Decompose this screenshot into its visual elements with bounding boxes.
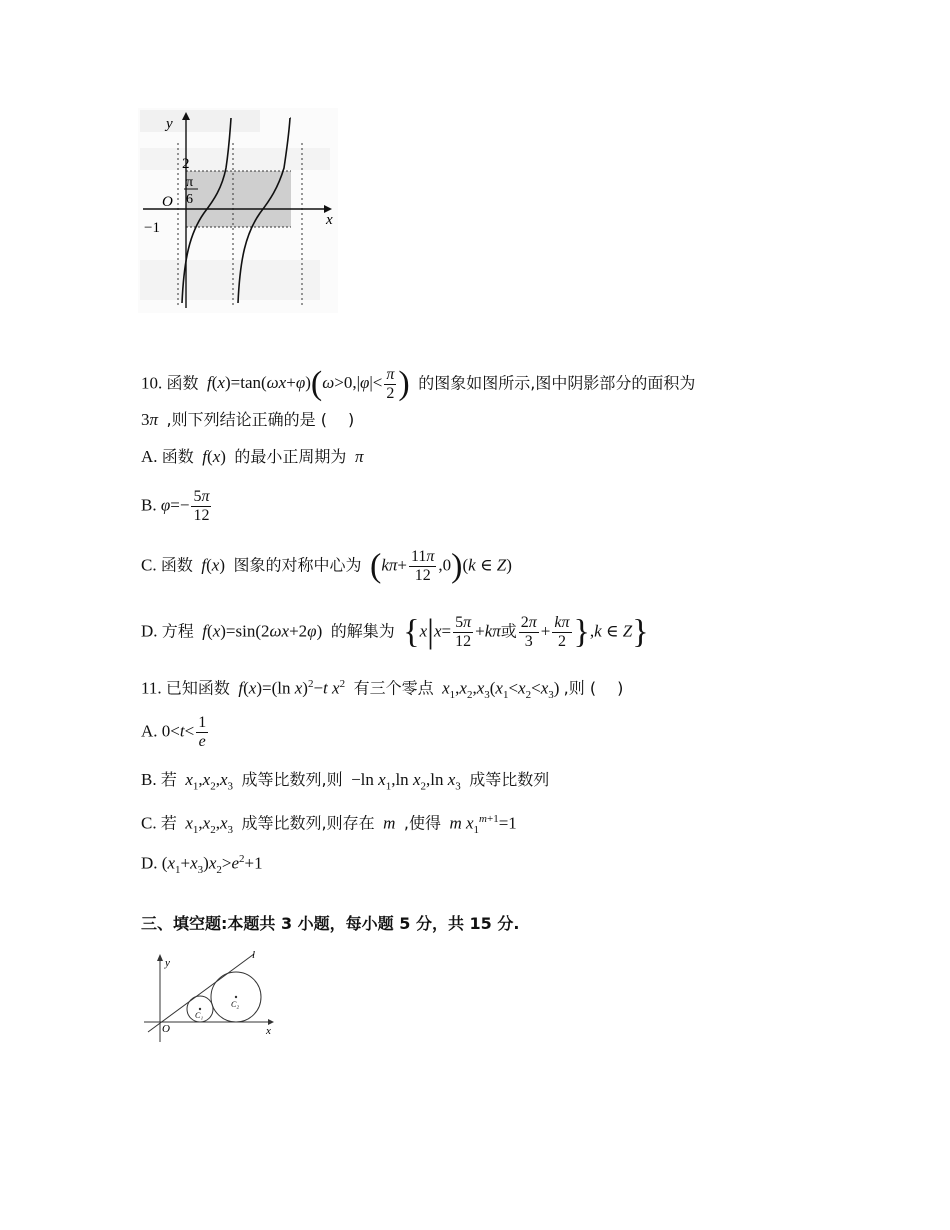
q11-stem-prefix: 已知函数 [165,678,230,698]
option-text: 的解集为 [330,621,395,641]
q11-stem: 11. 已知函数 f(x)=(ln x)$^2$−t $x^2$ 有三个零点 $x_1,x_2,x_3(x_1<x_2<x_3)$ ,则 ( ) [141,678,624,702]
option-text: 成等比数列,则 [241,770,343,789]
option-text: ,使得 [403,813,441,833]
q11-option-b: B. 若 $x_1,x_2,x_3$ 成等比数列,则 −ln $x_1,\ln$ $x_2,\ln$ $x_3$ 成等比数列 [141,770,550,793]
option-text: 图象的对称中心为 [233,555,362,575]
c1-label: C₁ [195,1011,204,1020]
tick-y-minus1: −1 [144,220,160,236]
tick-y-2: 2 [182,156,190,172]
line-l [148,954,254,1032]
option-text: 若 [160,770,177,789]
q10-number: 10. [141,373,163,393]
q10-option-a: A. 函数 f(x) 的最小正周期为 π [141,447,364,466]
q10-option-d: D. 方程 f(x)=sin(2ωx+2φ) 的解集为 {x|x= $\frac{5\pi}{12}$ +kπ或 $\frac{2\pi}{3}$ + $\frac{k\pi}{2}$ },k ∈ Z} [141,613,649,651]
q10-line2-suffix: ,则下列结论正确的是 ( ) [166,410,355,429]
option-text: 成等比数列 [469,770,550,789]
q10-stem-suffix: 的图象如图所示,图中阴影部分的面积为 [418,373,696,393]
q10-line2 [141,409,354,431]
c2-label: C₂ [231,1000,240,1009]
origin-label: O [162,194,173,210]
origin-label: O [162,1023,170,1035]
option-text: 的最小正周期为 [234,447,347,466]
tick-x-6: 6 [186,192,193,207]
q10-stem [141,366,695,403]
section-heading: 三、填空题:本题共 3 小题，每小题 5 分，共 15 分. [141,914,520,933]
option-text: 函数 [161,447,194,466]
tangent-circles-figure [140,948,280,1044]
option-text: 或 [500,621,517,641]
option-text: 函数 [160,555,193,575]
q10-option-b: B. φ=− $\frac{5\pi}{12}$ [141,488,210,524]
q11-stem-suffix: ,则 ( ) [563,678,624,698]
tangent-graph-figure [138,108,338,313]
line-label: l [252,949,256,961]
q11-option-a: A. 0<t< $\frac{1}{e}$ [141,714,207,750]
option-text: 方程 [161,621,194,641]
tick-x-pi: π [186,175,194,190]
y-axis-label: y [166,116,173,132]
option-text: 若 [160,813,177,833]
q11-number: 11. [141,678,162,698]
option-label: B. [141,770,157,789]
q10-option-c: C. 函数 f(x) 图象的对称中心为 (kπ+ $\frac{11\pi}{12}$ ,0)(k ∈ Z) [141,547,512,585]
q10-stem-prefix: 函数 [166,373,199,393]
q10-formula: f(x)=tan(ωx+φ)(ω>0,|φ|< $\frac{\pi}{2}$ ) [207,365,410,403]
q11-option-d: D. $(x_1+x_3)x_2>e^2+1$ [141,853,263,877]
shaded-area [186,171,291,227]
q10-area: 3π [141,410,159,429]
option-label: D. [141,621,158,641]
q11-option-c: C. 若 $x_1,x_2,x_3$ 成等比数列,则存在 m ,使得 m $x_1^{m+1}=1$ [141,813,517,837]
x-axis-label: x [326,212,333,228]
option-label: A. [141,447,158,466]
option-label: A. [141,721,158,741]
y-axis-label: y [165,957,170,969]
option-label: C. [141,813,157,833]
q11-stem-mid: 有三个零点 [353,678,434,698]
option-text: 成等比数列,则存在 [241,813,375,833]
option-label: C. [141,555,157,575]
option-label: D. [141,853,158,873]
x-axis-label: x [266,1025,271,1037]
option-label: B. [141,495,157,515]
